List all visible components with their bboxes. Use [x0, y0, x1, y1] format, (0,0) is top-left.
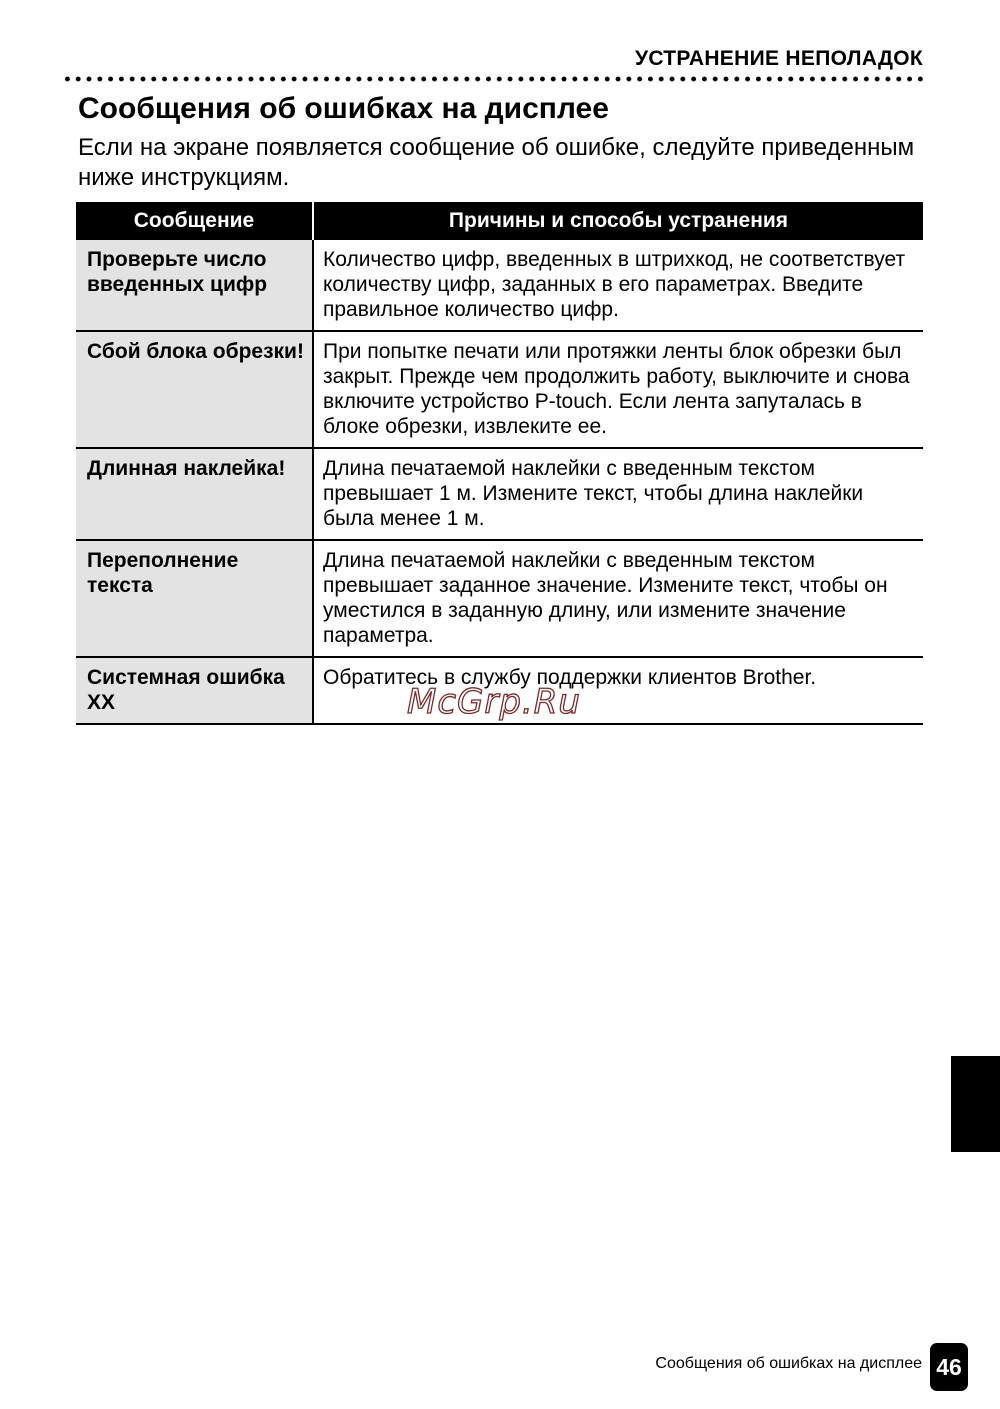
column-header-cause: Причины и способы устранения	[313, 202, 923, 240]
table-header-row	[76, 202, 923, 240]
table-row	[76, 448, 923, 540]
error-cause-cell: Длина печатаемой наклейки с введенным текстом превышает 1 м. Измените текст, чтобы длина наклейки была менее 1 м.	[313, 448, 923, 540]
section-header: УСТРАНЕНИЕ НЕПОЛАДОК	[634, 47, 923, 70]
error-message-cell: Проверьте число введенных цифр	[76, 240, 313, 331]
error-cause-cell: Длина печатаемой наклейки с введенным текстом превышает заданное значение. Измените текст, чтобы он уместился в заданную длину, или измените значение параметра.	[313, 540, 923, 657]
error-cause-cell: Количество цифр, введенных в штрихкод, не соответствует количеству цифр, заданных в его параметрах. Введите правильное количество цифр.	[313, 240, 923, 331]
error-messages-table	[76, 202, 923, 725]
error-message-cell: Системная ошибка XX	[76, 657, 313, 724]
error-message-cell: Переполнение текста	[76, 540, 313, 657]
table-row	[76, 331, 923, 448]
table-row	[76, 240, 923, 331]
chapter-side-tab	[951, 1056, 1000, 1152]
footer-section-title: Сообщения об ошибках на дисплее	[655, 1355, 922, 1372]
watermark: McGrp.Ru	[407, 682, 581, 722]
error-message-cell: Сбой блока обрезки!	[76, 331, 313, 448]
error-message-cell: Длинная наклейка!	[76, 448, 313, 540]
page-title: Сообщения об ошибках на дисплее	[78, 92, 609, 125]
error-cause-cell: Обратитесь в службу поддержки клиентов Brother.	[313, 657, 923, 724]
table-row	[76, 540, 923, 657]
dotted-divider	[62, 75, 924, 83]
error-cause-cell: При попытке печати или протяжки ленты блок обрезки был закрыт. Прежде чем продолжить работу, выключите и снова включите устройство P-touch. Если лента запуталась в блоке обрезки, извлеките ее.	[313, 331, 923, 448]
intro-text: Если на экране появляется сообщение об ошибке, следуйте приведенным ниже инструкциям.	[78, 134, 915, 191]
page-number: 46	[930, 1343, 968, 1391]
column-header-message: Сообщение	[76, 202, 313, 240]
